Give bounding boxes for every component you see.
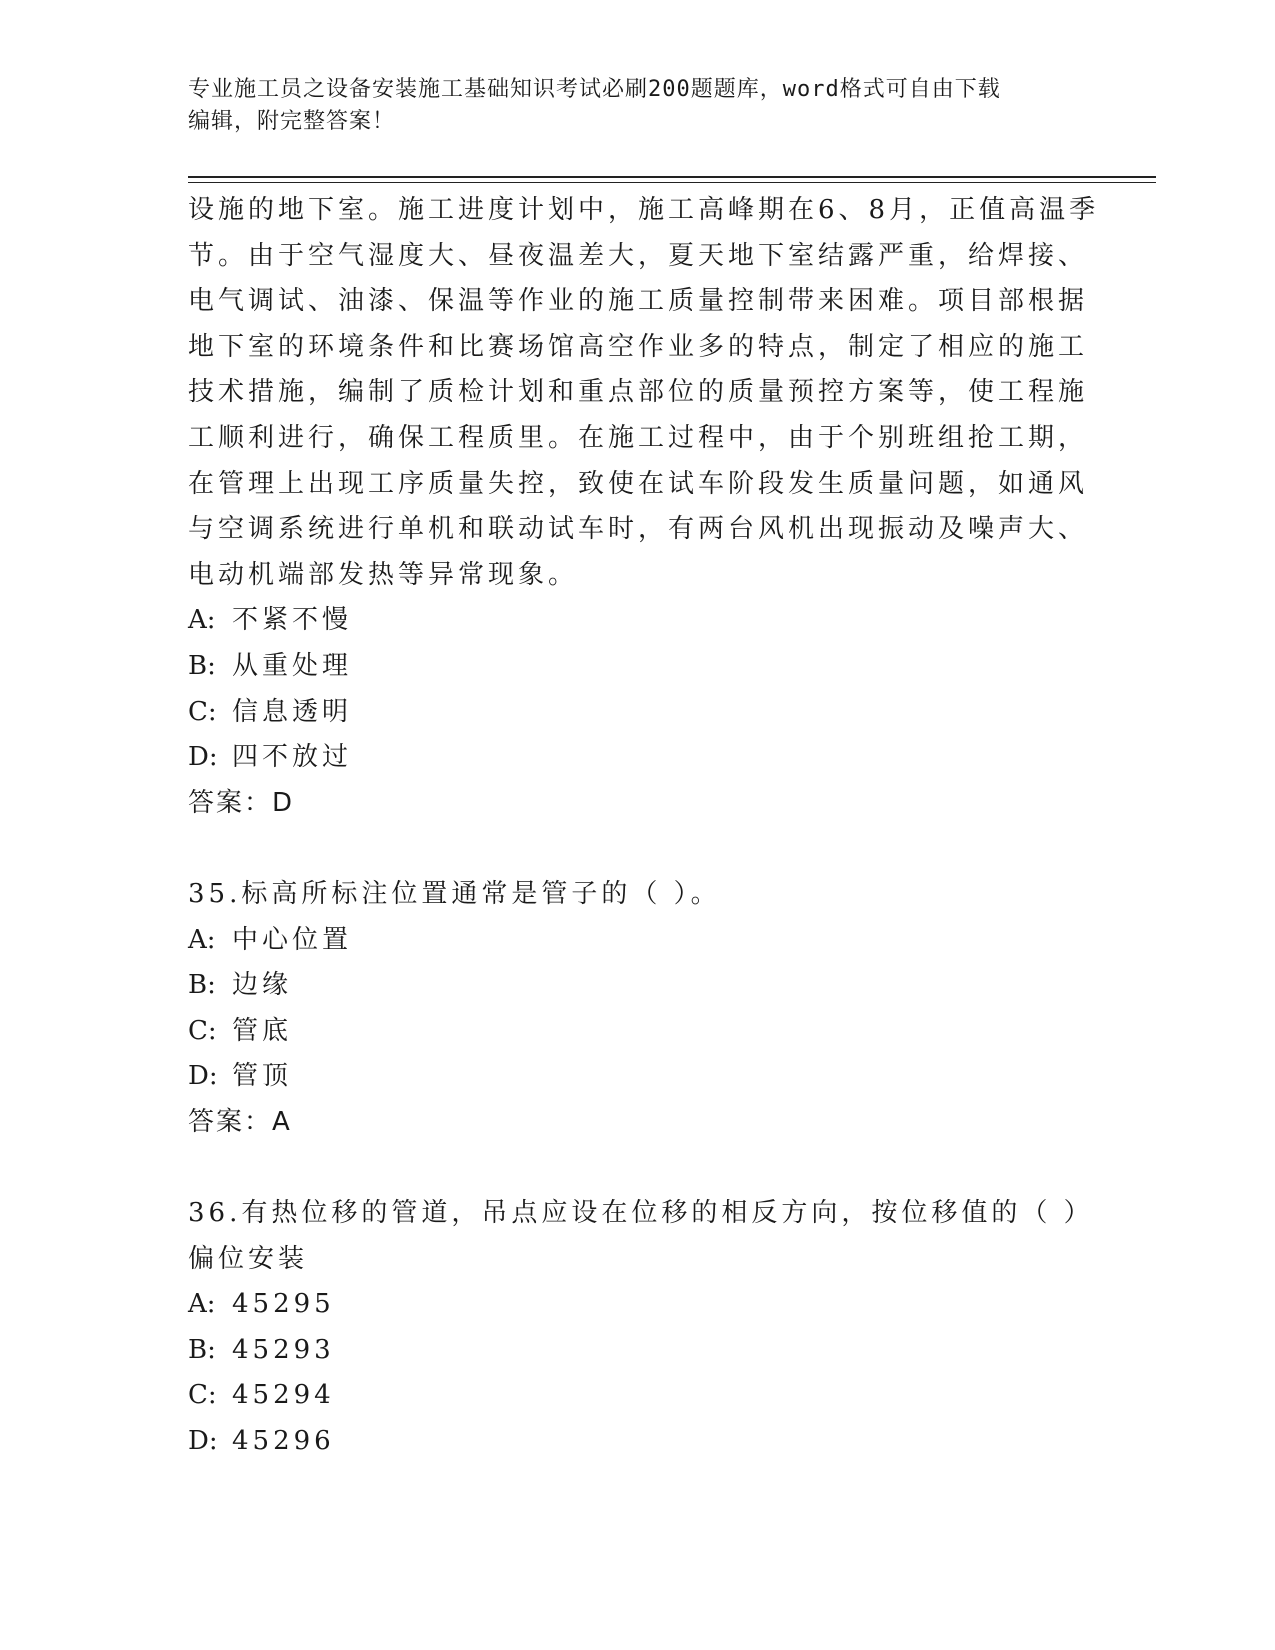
answer-line: 答案：A [188,1106,292,1137]
option-a [188,918,1088,964]
question-35 [188,872,1088,1146]
option-label: C: [188,696,217,727]
option-label: B: [188,1334,216,1365]
option-d [188,1419,1088,1465]
passage-line: 与空调系统进行单机和联动试车时，有两台风机出现振动及噪声大、 [188,514,1089,545]
option-a [188,598,1088,644]
question-34-passage [188,188,1100,598]
option-text: 45295 [232,1289,335,1320]
passage-line: 设施的地下室。施工进度计划中，施工高峰期在6、8月，正值高温季 [188,195,1100,225]
header-title-line2: 编辑，附完整答案！ [188,109,396,134]
option-label: A: [188,1289,216,1320]
option-c [188,1009,1088,1055]
passage-line: 电气调试、油漆、保温等作业的施工质量控制带来困难。项目部根据 [188,286,1089,317]
question-text: 36.有热位移的管道，吊点应设在位移的相反方向，按位移值的（ ） [188,1198,1094,1229]
option-label: D: [188,1426,218,1457]
question-text: 35.标高所标注位置通常是管子的（ ）。 [188,878,721,909]
option-text: 信息透明 [232,696,353,727]
option-text: 管顶 [232,1061,293,1092]
option-text: 边缘 [232,970,293,1001]
header-title-line1: 专业施工员之设备安装施工基础知识考试必刷200题题库，word格式可自由下载 [188,77,1001,102]
question-34-options [188,598,1088,826]
document-header [188,74,1088,138]
option-text: 四不放过 [232,742,353,773]
option-text: 不紧不慢 [232,605,353,636]
option-text: 中心位置 [232,924,353,955]
spacer [188,1145,1088,1191]
passage-line: 电动机端部发热等异常现象。 [188,559,579,590]
option-label: D: [188,742,218,773]
option-text: 45294 [232,1380,335,1411]
option-label: B: [188,970,216,1001]
option-b [188,644,1088,690]
option-text: 从重处理 [232,650,353,681]
option-d [188,735,1088,781]
header-rule-thick [188,176,1156,178]
option-label: C: [188,1380,217,1411]
passage-line: 地下室的环境条件和比赛场馆高空作业多的特点，制定了相应的施工 [188,331,1089,362]
option-text: 管底 [232,1015,293,1046]
option-label: C: [188,1015,217,1046]
spacer [188,826,1088,872]
option-text: 45296 [232,1426,335,1457]
option-label: D: [188,1061,218,1092]
option-label: B: [188,650,216,681]
option-c [188,1373,1088,1419]
option-text: 45293 [232,1334,335,1365]
option-b [188,1328,1088,1374]
answer-line: 答案：D [188,787,295,818]
option-d [188,1054,1088,1100]
question-36 [188,1191,1094,1465]
option-b [188,963,1088,1009]
option-label: A: [188,924,216,955]
passage-line: 节。由于空气湿度大、昼夜温差大，夏天地下室结露严重，给焊接、 [188,240,1089,271]
passage-line: 在管理上出现工序质量失控，致使在试车阶段发生质量问题，如通风 [188,468,1089,499]
header-rule-thin [188,182,1156,183]
option-a [188,1282,1088,1328]
option-label: A: [188,605,216,636]
document-body [188,188,1100,1465]
passage-line: 技术措施，编制了质检计划和重点部位的质量预控方案等，使工程施 [188,377,1089,408]
passage-line: 工顺利进行，确保工程质里。在施工过程中，由于个别班组抢工期， [188,422,1089,453]
option-c [188,690,1088,736]
question-text-continued: 偏位安装 [188,1243,309,1274]
